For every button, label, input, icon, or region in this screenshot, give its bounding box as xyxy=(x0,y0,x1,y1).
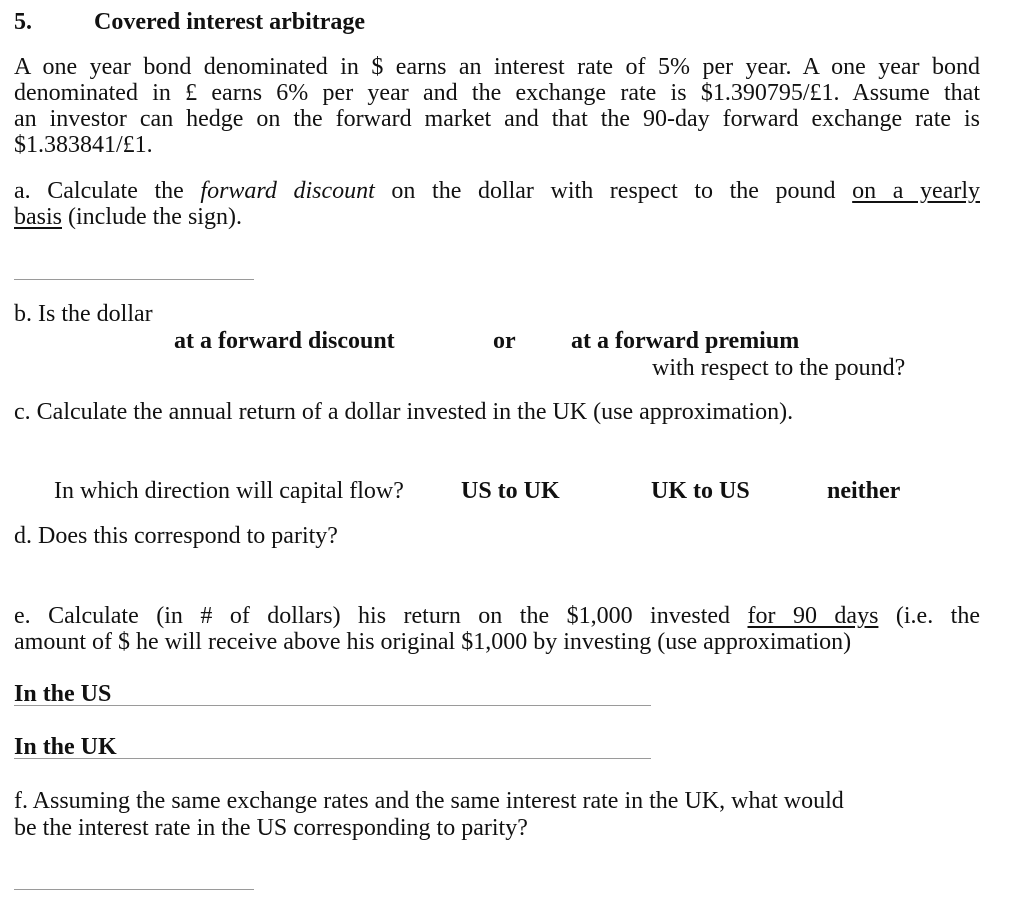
option-forward-premium[interactable]: at a forward premium xyxy=(571,328,800,354)
question-f-line-1: f. Assuming the same exchange rates and the same interest rate in the UK, what would xyxy=(14,788,844,814)
question-f-line-2: be the interest rate in the US corresponding to parity? xyxy=(14,815,528,841)
option-forward-discount[interactable]: at a forward discount xyxy=(174,328,395,354)
question-e-text-2: (i.e. the xyxy=(878,603,980,629)
answer-line-f[interactable] xyxy=(14,889,254,890)
question-a-line-1 xyxy=(14,178,980,204)
option-uk-to-us[interactable]: UK to US xyxy=(651,478,750,504)
question-e xyxy=(14,603,980,655)
question-title: Covered interest arbitrage xyxy=(94,9,366,35)
intro-line-3: an investor can hedge on the forward market and that the 90-day forward exchange rate is xyxy=(14,106,980,132)
question-e-underlined: for 90 days xyxy=(747,603,879,629)
capital-flow-prompt: In which direction will capital flow? xyxy=(54,478,404,504)
question-a-underlined-1: on a yearly xyxy=(852,178,980,204)
intro-line-2: denominated in £ earns 6% per year and the exchange rate is $1.390795/£1. Assume that xyxy=(14,80,980,106)
label-in-the-us: In the US xyxy=(14,681,112,707)
question-a-line-2 xyxy=(14,204,980,230)
intro-paragraph xyxy=(14,54,980,158)
question-d-prompt: d. Does this correspond to parity? xyxy=(14,523,338,549)
question-b-prompt: b. Is the dollar xyxy=(14,301,153,327)
question-e-line-2: amount of $ he will receive above his original $1,000 by investing (use approximation) xyxy=(14,629,852,655)
option-or: or xyxy=(493,328,516,354)
option-us-to-uk[interactable]: US to UK xyxy=(461,478,560,504)
answer-line-uk[interactable] xyxy=(14,758,651,759)
question-e-line-1 xyxy=(14,603,980,629)
intro-line-1: A one year bond denominated in $ earns an interest rate of 5% per year. A one year bond xyxy=(14,54,980,80)
question-a-text-3: (include the sign). xyxy=(62,204,242,230)
question-b-suffix: with respect to the pound? xyxy=(652,355,906,381)
question-a-underlined-2: basis xyxy=(14,204,62,230)
question-number: 5. xyxy=(14,9,32,35)
label-in-the-uk: In the UK xyxy=(14,734,117,760)
answer-line-a[interactable] xyxy=(14,279,254,280)
answer-line-us[interactable] xyxy=(14,705,651,706)
question-a-text-2: on the dollar with respect to the pound xyxy=(374,178,853,204)
question-c-prompt: c. Calculate the annual return of a dollar invested in the UK (use approximation). xyxy=(14,399,794,425)
question-a-text-1: a. Calculate the xyxy=(14,178,201,204)
question-a-italic-term: forward discount xyxy=(200,178,375,204)
option-neither[interactable]: neither xyxy=(827,478,901,504)
question-a xyxy=(14,178,980,230)
question-e-text-1: e. Calculate (in # of dollars) his return on the $1,000 invested xyxy=(14,603,748,629)
intro-line-4: $1.383841/£1. xyxy=(14,132,153,158)
